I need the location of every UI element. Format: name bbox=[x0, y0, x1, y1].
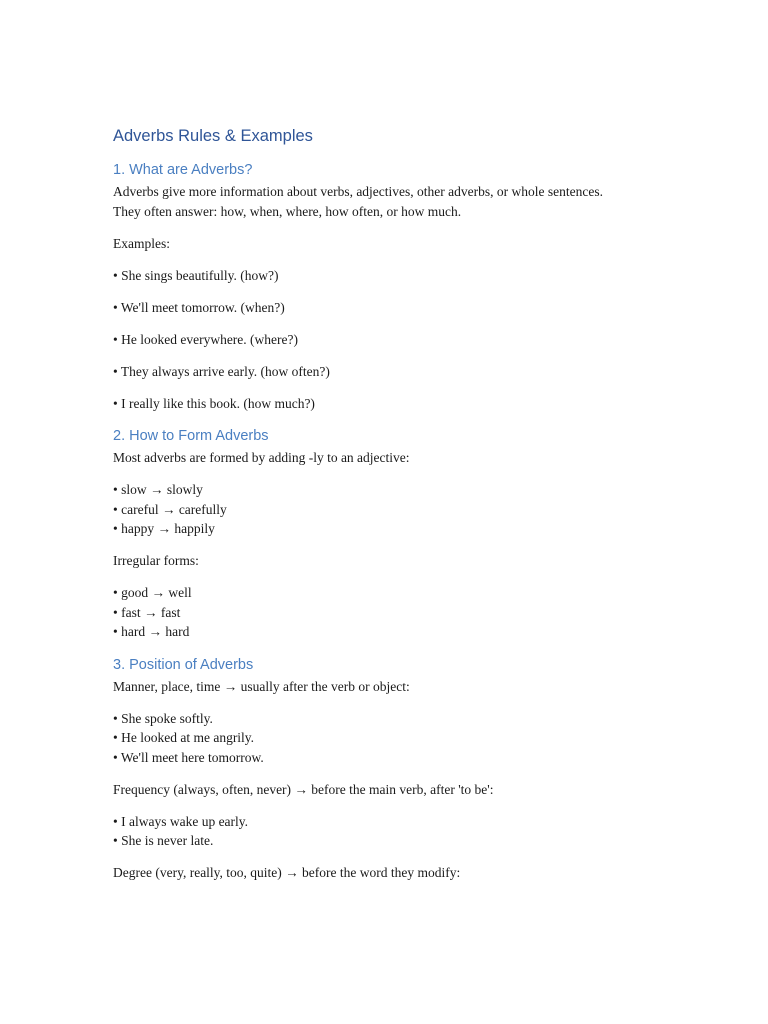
frequency-item: • She is never late. bbox=[113, 833, 214, 848]
example-item: • They always arrive early. (how often?) bbox=[113, 363, 330, 379]
example-item: • He looked everywhere. (where?) bbox=[113, 331, 299, 347]
paragraph-manner-intro: Manner, place, time → usually after the verb or object: bbox=[113, 678, 410, 694]
form-item: • slow → slowly bbox=[113, 482, 203, 497]
form-item: • happy → happily bbox=[113, 521, 215, 536]
section-heading-what-are-adverbs: 1. What are Adverbs? bbox=[113, 162, 253, 178]
manner-item: • She spoke softly. bbox=[113, 710, 213, 726]
section-heading-position-adverbs: 3. Position of Adverbs bbox=[113, 656, 254, 673]
paragraph-intro-2: They often answer: how, when, where, how often, or how much. bbox=[113, 203, 462, 219]
manner-item: • We'll meet here tomorrow. bbox=[113, 749, 264, 765]
example-item: • I really like this book. (how much?) bbox=[113, 395, 315, 411]
paragraph-degree-intro: Degree (very, really, too, quite) → before the word they modify: bbox=[113, 865, 461, 880]
paragraph-frequency-intro: Frequency (always, often, never) → before the main verb, after 'to be': bbox=[113, 781, 494, 797]
examples-label: Examples: bbox=[113, 235, 170, 251]
paragraph-form-intro: Most adverbs are formed by adding -ly to an adjective: bbox=[113, 450, 410, 465]
section-heading-form-adverbs: 2. How to Form Adverbs bbox=[113, 428, 269, 444]
example-item: • She sings beautifully. (how?) bbox=[113, 267, 279, 283]
document-title: Adverbs Rules & Examples bbox=[113, 127, 313, 145]
irregular-label: Irregular forms: bbox=[113, 553, 199, 568]
form-item: • careful → carefully bbox=[113, 501, 227, 517]
irregular-item: • hard → hard bbox=[113, 624, 190, 639]
frequency-item: • I always wake up early. bbox=[113, 813, 249, 829]
document-body bbox=[113, 124, 713, 883]
irregular-item: • good → well bbox=[113, 585, 192, 600]
manner-item: • He looked at me angrily. bbox=[113, 730, 255, 745]
paragraph-intro-1: Adverbs give more information about verbs, adjectives, other adverbs, or whole sentences. bbox=[113, 184, 603, 199]
irregular-item: • fast → fast bbox=[113, 604, 181, 620]
example-item: • We'll meet tomorrow. (when?) bbox=[113, 299, 285, 315]
